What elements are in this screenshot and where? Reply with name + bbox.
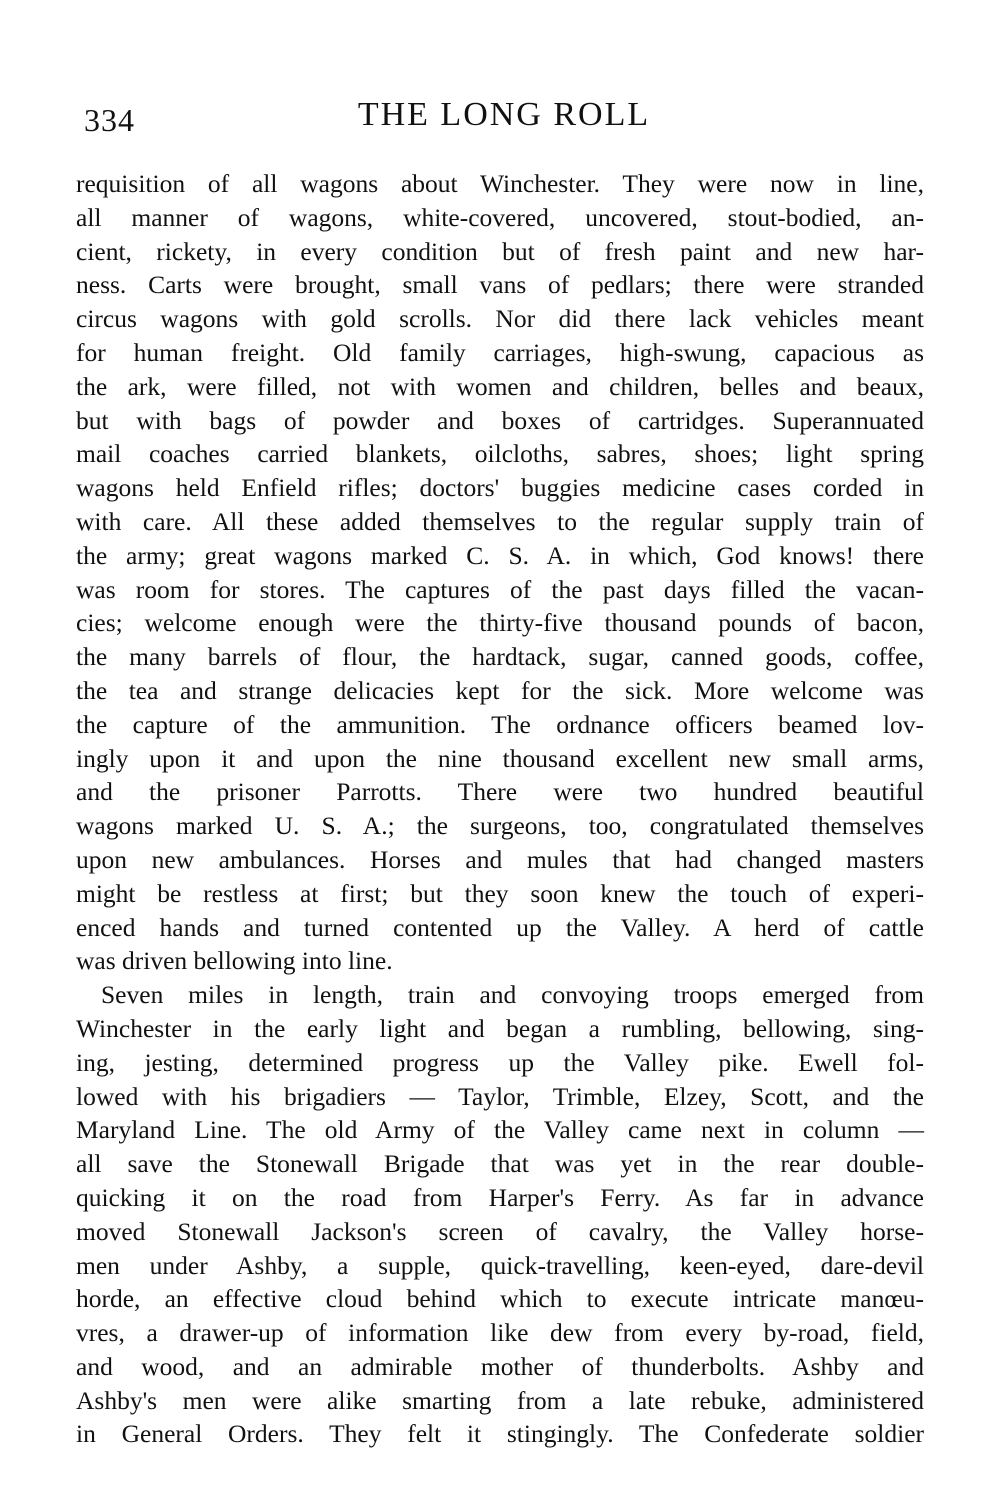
text-line: was driven bellowing into line. (76, 946, 393, 976)
text-line: ness. Carts were brought, small vans of pedlars; there were stranded (76, 270, 924, 300)
paragraph (76, 978, 924, 1451)
text-line: wagons held Enfield rifles; doctors' buggies medicine cases corded in (76, 473, 924, 503)
text-line: moved Stonewall Jackson's screen of cavalry, the Valley horse- (76, 1216, 924, 1246)
text-line: for human freight. Old family carriages, high-swung, capacious as (76, 337, 924, 367)
text-line: Maryland Line. The old Army of the Valley came next in column — (76, 1115, 924, 1145)
running-head (84, 96, 924, 142)
text-line: and the prisoner Parrotts. There were two hundred beautiful (76, 777, 924, 807)
text-line: requisition of all wagons about Winchester. They were now in line, (76, 169, 924, 198)
text-line: and wood, and an admirable mother of thunderbolts. Ashby and (76, 1351, 924, 1381)
text-line: ingly upon it and upon the nine thousand excellent new small arms, (76, 743, 924, 773)
text-line: but with bags of powder and boxes of cartridges. Superannuated (76, 405, 924, 435)
text-line: all manner of wagons, white-covered, uncovered, stout-bodied, an- (76, 202, 924, 232)
text-line: circus wagons with gold scrolls. Nor did there lack vehicles meant (76, 304, 924, 334)
text-line: Ashby's men were alike smarting from a late rebuke, administered (76, 1385, 924, 1415)
text-line: the many barrels of flour, the hardtack, sugar, canned goods, coffee, (76, 642, 924, 672)
paragraph (76, 167, 924, 978)
text-line: the ark, were filled, not with women and children, belles and beaux, (76, 371, 924, 401)
text-line: enced hands and turned contented up the Valley. A herd of cattle (76, 912, 924, 942)
text-line: the army; great wagons marked C. S. A. in which, God knows! there (76, 540, 924, 570)
text-line: with care. All these added themselves to the regular supply train of (76, 506, 924, 536)
text-line: Seven miles in length, train and convoying troops emerged from (101, 980, 924, 1010)
page-number: 334 (84, 102, 135, 138)
running-title: THE LONG ROLL (357, 96, 651, 133)
text-line: all save the Stonewall Brigade that was yet in the rear double- (76, 1149, 924, 1179)
text-line: might be restless at first; but they soon knew the touch of experi- (76, 878, 924, 908)
text-line: men under Ashby, a supple, quick-travelling, keen-eyed, dare-devil (76, 1250, 924, 1280)
text-line: ing, jesting, determined progress up the Valley pike. Ewell fol- (76, 1047, 924, 1077)
text-line: lowed with his brigadiers — Taylor, Trimble, Elzey, Scott, and the (76, 1081, 924, 1111)
text-line: cies; welcome enough were the thirty-five thousand pounds of bacon, (76, 608, 924, 638)
text-line: in General Orders. They felt it stingingly. The Confederate soldier (76, 1419, 924, 1449)
text-line: the capture of the ammunition. The ordnance officers beamed lov- (76, 709, 924, 739)
text-line: wagons marked U. S. A.; the surgeons, too, congratulated themselves (76, 811, 924, 841)
text-line: mail coaches carried blankets, oilcloths, sabres, shoes; light spring (76, 439, 924, 469)
body-text (76, 167, 924, 1451)
text-line: upon new ambulances. Horses and mules that had changed masters (76, 844, 924, 874)
text-line: the tea and strange delicacies kept for the sick. More welcome was (76, 675, 924, 705)
text-line: quicking it on the road from Harper's Ferry. As far in advance (76, 1182, 924, 1212)
text-line: horde, an effective cloud behind which to execute intricate manœu- (76, 1284, 924, 1314)
text-line: was room for stores. The captures of the past days filled the vacan- (76, 574, 924, 604)
text-line: Winchester in the early light and began a rumbling, bellowing, sing- (76, 1013, 924, 1043)
text-line: cient, rickety, in every condition but of fresh paint and new har- (76, 236, 924, 266)
text-line: vres, a drawer-up of information like dew from every by-road, field, (76, 1318, 924, 1348)
